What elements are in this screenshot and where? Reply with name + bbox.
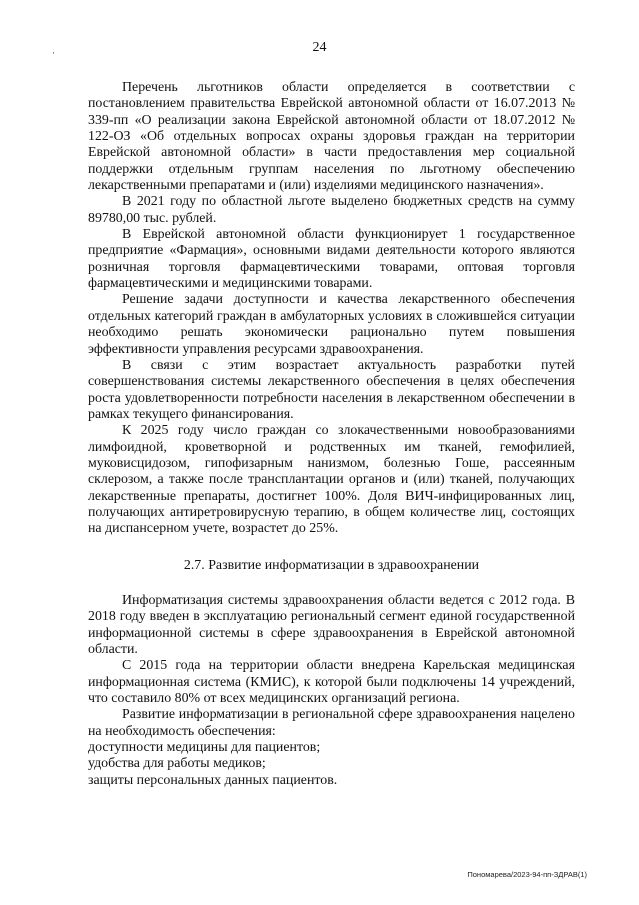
paragraph: Перечень льготников области определяется в соответствии с постановлением правительства Еврейской автономной области от 16.07.2013 № 339-пп «О реализации закона Еврейской автономной области от 18.07.2012 № 122-ОЗ «Об отдельных вопросах охраны здоровья граждан на территории Еврейской автономной области» в части предоставления мер социальной поддержки отдельным группам населения по льготному обеспечению лекарственными препаратами и (или) изделиями медицинского назначения». bbox=[88, 80, 575, 194]
paragraph: С 2015 года на территории области внедрена Карельская медицинская информационная система (КМИС), к которой были подключены 14 учреждений, что составило 80% от всех медицинских организаций региона. bbox=[88, 658, 575, 707]
list-item: удобства для работы медиков; bbox=[88, 756, 266, 772]
list-item: доступности медицины для пациентов; bbox=[88, 740, 321, 756]
page-number: 24 bbox=[312, 40, 327, 55]
page-body bbox=[88, 80, 575, 789]
paragraph: Развитие информатизации в региональной сфере здравоохранения нацелено на необходимость обеспечения: bbox=[88, 707, 575, 739]
paragraph: К 2025 году число граждан со злокачественными новообразованиями лимфоидной, кроветворной и родственных им тканей, гемофилией, муковисцидозом, гипофизарным нанизмом, болезнью Гоше, рассеянным склерозом, а также после трансплантации органов и (или) тканей, получающих лекарственные препараты, достигнет 100%. Доля ВИЧ-инфицированных лиц, получающих антиретровирусную терапию, в общем количестве лиц, состоящих на диспансерном учете, возрастет до 25%. bbox=[88, 423, 575, 537]
paragraph: Решение задачи доступности и качества лекарственного обеспечения отдельных категорий граждан в амбулаторных условиях в сложившейся ситуации необходимо решать экономически рационально путем повышения эффективности управления ресурсами здравоохранения. bbox=[88, 292, 575, 357]
paragraph: Информатизация системы здравоохранения области ведется с 2012 года. В 2018 году введен в эксплуатацию региональный сегмент единой государственной информационной системы в сфере здравоохранения в Еврейской автономной области. bbox=[88, 592, 575, 657]
paragraph: В Еврейской автономной области функционирует 1 государственное предприятие «Фармация», основными видами деятельности которого являются розничная торговля фармацевтическими товарами, оптовая торговля фармацевтическими и медицинскими товарами. bbox=[88, 227, 575, 292]
section-heading: 2.7. Развитие информатизации в здравоохранении bbox=[183, 557, 480, 573]
paragraph: В связи с этим возрастает актуальность разработки путей совершенствования системы лекарственного обеспечения в целях обеспечения роста удовлетворенности потребности населения в лекарственном обеспечении в рамках текущего финансирования. bbox=[88, 357, 575, 422]
paragraph: В 2021 году по областной льготе выделено бюджетных средств на сумму 89780,00 тыс. рублей. bbox=[88, 194, 575, 226]
document-footer-code: Пономарева/2023-94-пп-ЗДРАВ(1) bbox=[467, 870, 587, 879]
scan-speck: · bbox=[52, 48, 55, 58]
list-item: защиты персональных данных пациентов. bbox=[88, 772, 338, 788]
